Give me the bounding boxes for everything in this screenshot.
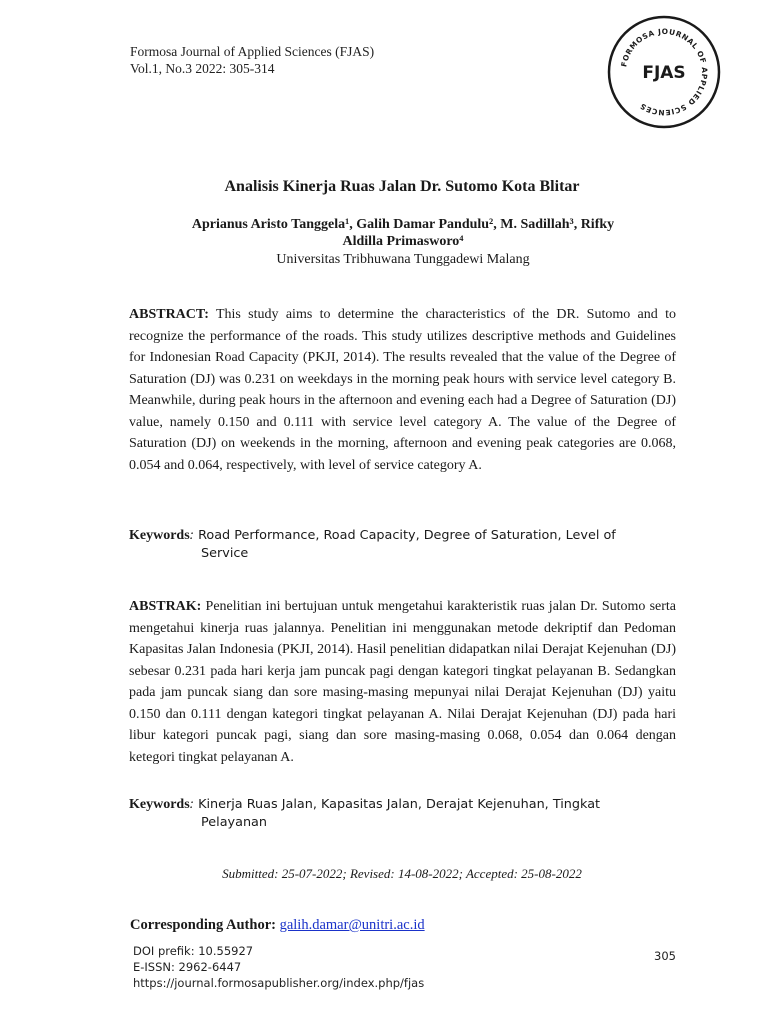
fjas-logo — [606, 14, 722, 130]
keywords-id-line-1: Kinerja Ruas Jalan, Kapasitas Jalan, Derajat Kejenuhan, Tingkat — [198, 797, 601, 812]
keywords-colon: : — [189, 528, 194, 543]
author-list — [130, 216, 676, 250]
journal-name: Formosa Journal of Applied Sciences (FJAS) — [130, 44, 375, 59]
doi-prefix: DOI prefik: 10.55927 — [133, 944, 254, 958]
abstrak-text: Penelitian ini bertujuan untuk mengetahui karakteristik ruas jalan Dr. Sutomo serta mengetahui kinerja ruas jalannya. Penelitian ini menggunakan metode dekriptif dan Pedoman Kapasitas Jalan Indonesia (PKJI, 2014). Hasil penelitian didapatkan nilai Derajat Kejenuhan (DJ) sebesar 0.231 pada hari kerja jam puncak pagi dengan kategori tingkat pelayanan B. Sedangkan pada jam puncak siang dan sore masing-masing mepunyai nilai Derajat Kejenuhan (DJ) yaitu 0.150 dan 0.111 dengan kategori tingkat pelayanan A. Nilai Derajat Kejenuhan (DJ) pada hari libur kategori puncak pagi, siang dan sore masing-masing 0.068, 0.054 dan 0.064 dengan ketegori tingkat pelayanan A. — [129, 599, 676, 765]
keywords-label: Keywords — [129, 797, 190, 812]
corresponding-author — [130, 917, 425, 934]
journal-url[interactable]: https://journal.formosapublisher.org/index.php/fjas — [133, 976, 425, 990]
keywords-en-line-1: Road Performance, Road Capacity, Degree of Saturation, Level of — [198, 528, 616, 543]
footer-meta — [133, 943, 424, 991]
author-line-1: Aprianus Aristo Tanggela¹, Galih Damar Pandulu², M. Sadillah³, Rifky — [191, 217, 615, 232]
keywords-en — [129, 527, 676, 563]
keywords-en-line-2: Service — [201, 546, 249, 561]
abstract-en — [129, 304, 676, 476]
page-number: 305 — [654, 949, 676, 963]
eissn: E-ISSN: 2962-6447 — [133, 960, 242, 974]
abstrak-label: ABSTRAK: — [129, 599, 202, 614]
keywords-id-line-2: Pelayanan — [201, 815, 268, 830]
logo-ring-text: FORMOSA JOURNAL OF APPLIED SCIENCES — [619, 26, 710, 118]
affiliation: Universitas Tribhuwana Tunggadewi Malang — [276, 252, 530, 267]
paper-title: Analisis Kinerja Ruas Jalan Dr. Sutomo Kota Blitar — [224, 178, 580, 195]
logo-acronym: FJAS — [642, 63, 686, 83]
journal-header — [130, 43, 374, 77]
abstract-id — [129, 596, 676, 768]
keywords-label: Keywords — [129, 528, 190, 543]
corresponding-email-link[interactable]: galih.damar@unitri.ac.id — [279, 917, 425, 933]
keywords-colon: : — [189, 797, 194, 812]
abstract-text: This study aims to determine the characteristics of the DR. Sutomo and to recognize the performance of the roads. This study utilizes descriptive methods and Guidelines for Indonesian Road Capacity (PKJI, 2014). The results revealed that the value of the Degree of Saturation (DJ) was 0.231 on weekdays in the morning peak hours with service level category B. Meanwhile, during peak hours in the afternoon and evening each had a Degree of Saturation (DJ) value, namely 0.150 and 0.111 with service level category A. The value of the Degree of Saturation (DJ) on weekends in the morning, afternoon and evening peak categories are 0.068, 0.054 and 0.064, respectively, with level of service category A. — [129, 307, 676, 473]
corresponding-label: Corresponding Author: — [130, 917, 276, 933]
keywords-id — [129, 796, 676, 832]
journal-volume: Vol.1, No.3 2022: 305-314 — [130, 61, 275, 76]
abstract-label: ABSTRACT: — [129, 307, 209, 322]
author-line-2: Aldilla Primasworo⁴ — [342, 234, 464, 249]
submission-dates: Submitted: 25-07-2022; Revised: 14-08-2022; Accepted: 25-08-2022 — [222, 866, 582, 881]
